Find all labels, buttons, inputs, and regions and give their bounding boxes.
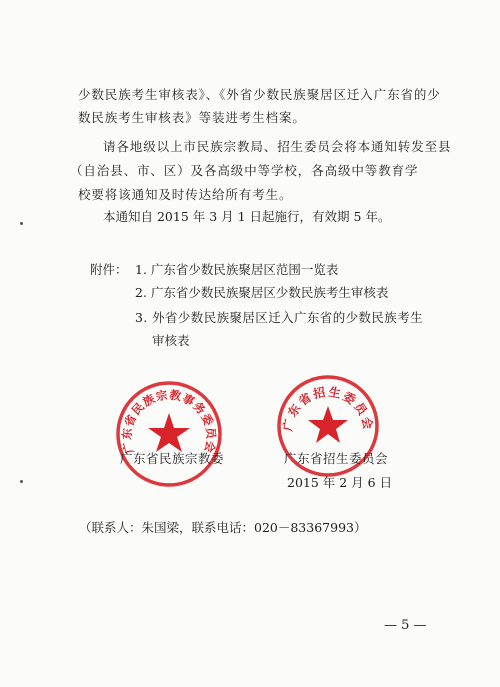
seal-inscription: 广东省民族宗教事务委员会	[119, 387, 219, 455]
attachment-item: 2. 广东省少数民族聚居区少数民族考生审核表	[135, 285, 389, 300]
binder-hole-mark	[20, 480, 23, 483]
right-signatory: 广东省招生委员会	[284, 451, 389, 466]
attachments-label: 附件：	[90, 262, 128, 277]
paragraph-line: 校要将该通知及时传达给所有考生。	[78, 187, 293, 202]
contact-info: （联系人：朱国梁，联系电话：020－83367993）	[79, 520, 367, 535]
page-number: — 5 —	[384, 618, 427, 633]
paragraph-line: 请各地级以上市民族宗教局、招生委员会将本通知转发至县	[103, 139, 452, 154]
left-signatory: 广东省民族宗教委	[120, 451, 225, 466]
binder-hole-mark	[20, 222, 23, 225]
paragraph-line: （自治县、市、区）及各高级中等学校，各高级中等教育学	[70, 163, 419, 178]
ethnic-affairs-commission-seal	[115, 380, 223, 488]
paragraph-line: 少数民族考生审核表》、《外省少数民族聚居区迁入广东省的少	[78, 87, 441, 102]
seal-inscription: 广东省招生委员会	[280, 384, 376, 433]
attachment-item: 3. 外省少数民族聚居区迁入广东省的少数民族考生	[135, 310, 424, 325]
signing-date: 2015 年 2 月 6 日	[287, 475, 393, 490]
attachment-item: 1. 广东省少数民族聚居区范围一览表	[135, 262, 339, 277]
attachment-item: 审核表	[152, 333, 190, 348]
effective-date-paragraph: 本通知自 2015 年 3 月 1 日起施行，有效期 5 年。	[103, 209, 391, 224]
paragraph-line: 数民族考生审核表》等装进考生档案。	[78, 110, 306, 125]
